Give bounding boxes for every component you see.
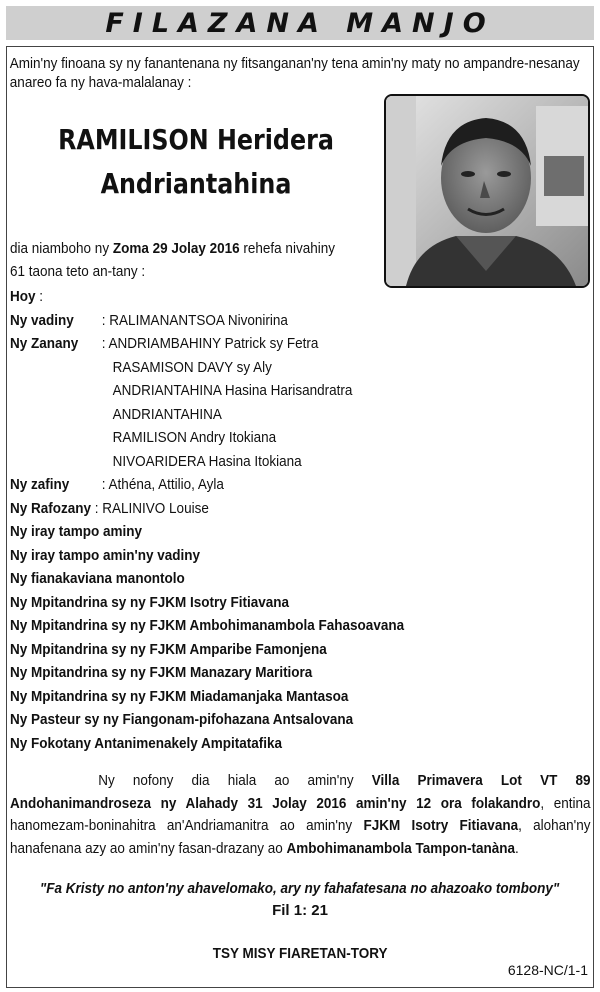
closing-text: TSY MISY FIARETAN-TORY <box>212 945 388 962</box>
funeral-church: FJKM Isotry Fitiavana <box>363 817 519 834</box>
hoy-label: Hoy <box>10 288 36 305</box>
hoy-row <box>10 285 404 309</box>
intro-block <box>8 50 580 92</box>
rafozany-label: Ny Rafozany <box>10 499 92 517</box>
family-line: Ny Pasteur sy ny Fiangonam-pifohazana Antsalovana <box>10 711 354 728</box>
age-line: 61 taona teto an-tany : <box>10 262 146 280</box>
reference-code: 6128-NC/1-1 <box>507 962 588 978</box>
zafiny-row <box>10 473 404 497</box>
bible-reference: Fil 1: 21 <box>272 902 328 919</box>
family-line: Ny fianakaviana manontolo <box>10 570 185 587</box>
bible-quote <box>0 880 600 897</box>
rafozany-value: : RALINIVO Louise <box>91 499 209 517</box>
zanany-item: RASAMISON DAVY sy Aly <box>112 358 272 376</box>
zanany-item: RAMILISON Andry Itokiana <box>112 429 277 446</box>
vady-value: : RALIMANANTSOA Nivonirina <box>101 311 288 329</box>
funeral-text-1: Ny nofony dia hiala ao amin'ny <box>98 772 372 789</box>
family-line: Ny Mpitandrina sy ny FJKM Isotry Fitiavana <box>10 593 290 611</box>
family-line: Ny Mpitandrina sy ny FJKM Amparibe Famonjena <box>10 640 327 658</box>
header-banner <box>6 6 594 40</box>
family-line: Ny iray tampo amin'ny vadiny <box>10 546 201 564</box>
funeral-text-3: , alohan'ny hanafenana azy ao amin'ny fasan-drazany ao <box>10 817 591 857</box>
family-line: Ny Fokotany Antanimenakely Ampitatafika <box>10 734 283 752</box>
death-pre-text: dia niamboho ny <box>10 240 113 257</box>
death-date: Zoma 29 Jolay 2016 <box>112 240 240 257</box>
funeral-text-2: , entina hanomezam-boninahitra an'Andriamanitra ao amin'ny <box>10 794 591 834</box>
family-line: Ny Mpitandrina sy ny FJKM Miadamanjaka Mantasoa <box>10 687 349 705</box>
zanany-item: ANDRIANTAHINA <box>112 405 222 423</box>
banner-title: FILAZANA MANJO <box>105 7 495 39</box>
funeral-paragraph <box>10 770 590 860</box>
family-list <box>10 285 448 755</box>
deceased-name-line1: RAMILISON Heridera <box>58 123 334 156</box>
funeral-burial-place: Ambohimanambola Tampon-tanàna <box>286 839 516 857</box>
zanany-item: ANDRIANTAHINA Hasina Harisandratra <box>112 382 353 399</box>
rafozany-row <box>10 497 404 521</box>
death-line <box>10 238 335 261</box>
funeral-location-time: Villa Primavera Lot VT 89 Andohanimandroseza ny Alahady 31 Jolay 2016 amin'ny 12 ora folakandro <box>10 772 591 812</box>
zanany-first: : ANDRIAMBAHINY Patrick sy Fetra <box>101 335 319 352</box>
family-line: Ny Mpitandrina sy ny FJKM Ambohimanambola Fahasoavana <box>10 617 405 634</box>
hoy-colon: : <box>35 288 44 305</box>
portrait-image <box>386 96 588 286</box>
zafiny-label: Ny zafiny <box>10 476 70 493</box>
zanany-label: Ny Zanany <box>10 335 79 352</box>
funeral-text-4: . <box>515 839 519 857</box>
vady-label: Ny vadiny <box>10 311 74 329</box>
vady-row <box>10 309 404 333</box>
family-line: Ny iray tampo aminy <box>10 523 143 540</box>
deceased-name <box>38 118 354 206</box>
zanany-row <box>10 332 404 356</box>
intro-text: Amin'ny finoana sy ny fanantenana ny fitsanganan'ny tena amin'ny maty no ampandre-nesanay anareo fa ny hava-malalanay : <box>9 55 580 91</box>
zanany-item: NIVOARIDERA Hasina Itokiana <box>112 452 302 470</box>
deceased-name-line2: Andriantahina <box>100 167 292 200</box>
zafiny-value: : Athéna, Attilio, Ayla <box>101 476 224 493</box>
portrait-photo <box>384 94 590 288</box>
death-post-text: rehefa nivahiny <box>239 240 335 257</box>
family-line: Ny Mpitandrina sy ny FJKM Manazary Maritiora <box>10 664 313 681</box>
death-announcement <box>10 238 371 283</box>
closing-note <box>0 945 600 962</box>
bible-quote-text: "Fa Kristy no anton'ny ahavelomako, ary ny fahafatesana no ahazoako tombony" <box>40 880 560 897</box>
